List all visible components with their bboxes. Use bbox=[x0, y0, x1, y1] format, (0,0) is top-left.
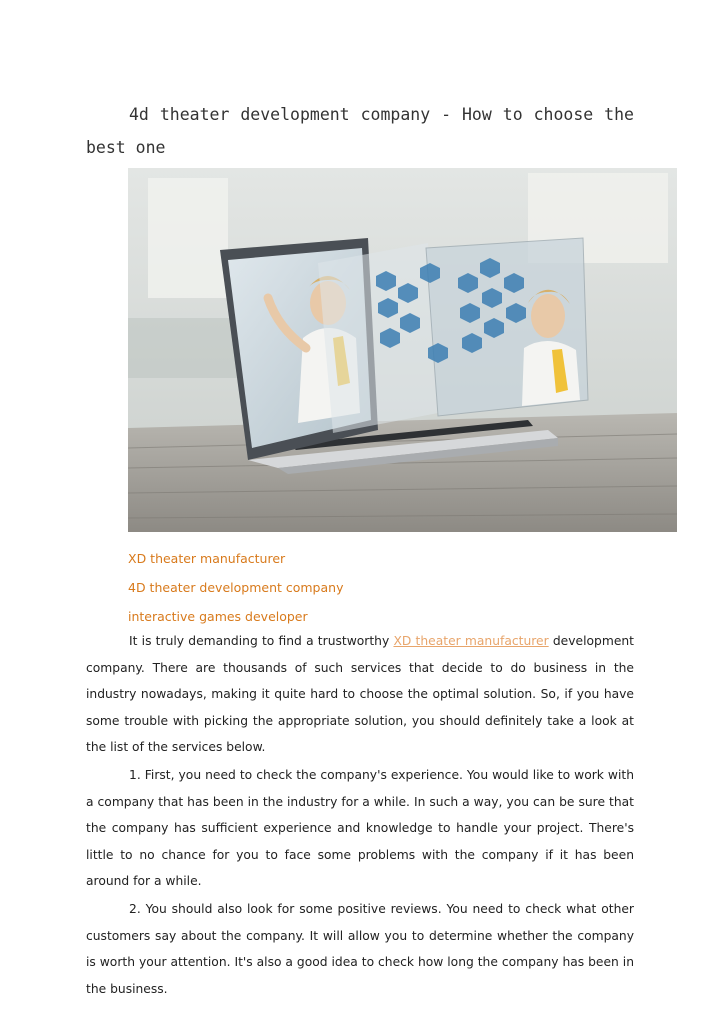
paragraph-reviews: 2. You should also look for some positive reviews. You need to check what other customers say about the company. It will allow you to determine whether the company is worth your attention. It's also a good idea to check how long the company has been in the business. bbox=[86, 901, 634, 996]
hero-image bbox=[128, 168, 677, 532]
link-interactive-games-developer[interactable]: interactive games developer bbox=[128, 609, 308, 624]
link-xd-theater-manufacturer[interactable]: XD theater manufacturer bbox=[128, 551, 286, 566]
article-body bbox=[86, 628, 634, 1003]
paragraph-intro: It is truly demanding to find a trustworthy XD theater manufacturer development company. There are thousands of such services that decide to do business in the industry nowadays, making it quite hard to choose the optimal solution. So, if you have some trouble with picking the appropriate solution, you should definitely take a look at the list of the services below. bbox=[86, 634, 634, 755]
inline-link-xd-theater-manufacturer[interactable]: XD theater manufacturer bbox=[393, 634, 549, 648]
link-list bbox=[128, 544, 343, 631]
link-4d-theater-development-company[interactable]: 4D theater development company bbox=[128, 580, 344, 595]
document-title: 4d theater development company - How to choose the best one bbox=[86, 105, 634, 157]
paragraph-experience: 1. First, you need to check the company's experience. You would like to work with a company that has been in the industry for a while. In such a way, you can be sure that the company has sufficient experience and knowledge to handle your project. There's little to no chance for you to face some problems with the company if it has been around for a while. bbox=[86, 767, 634, 889]
